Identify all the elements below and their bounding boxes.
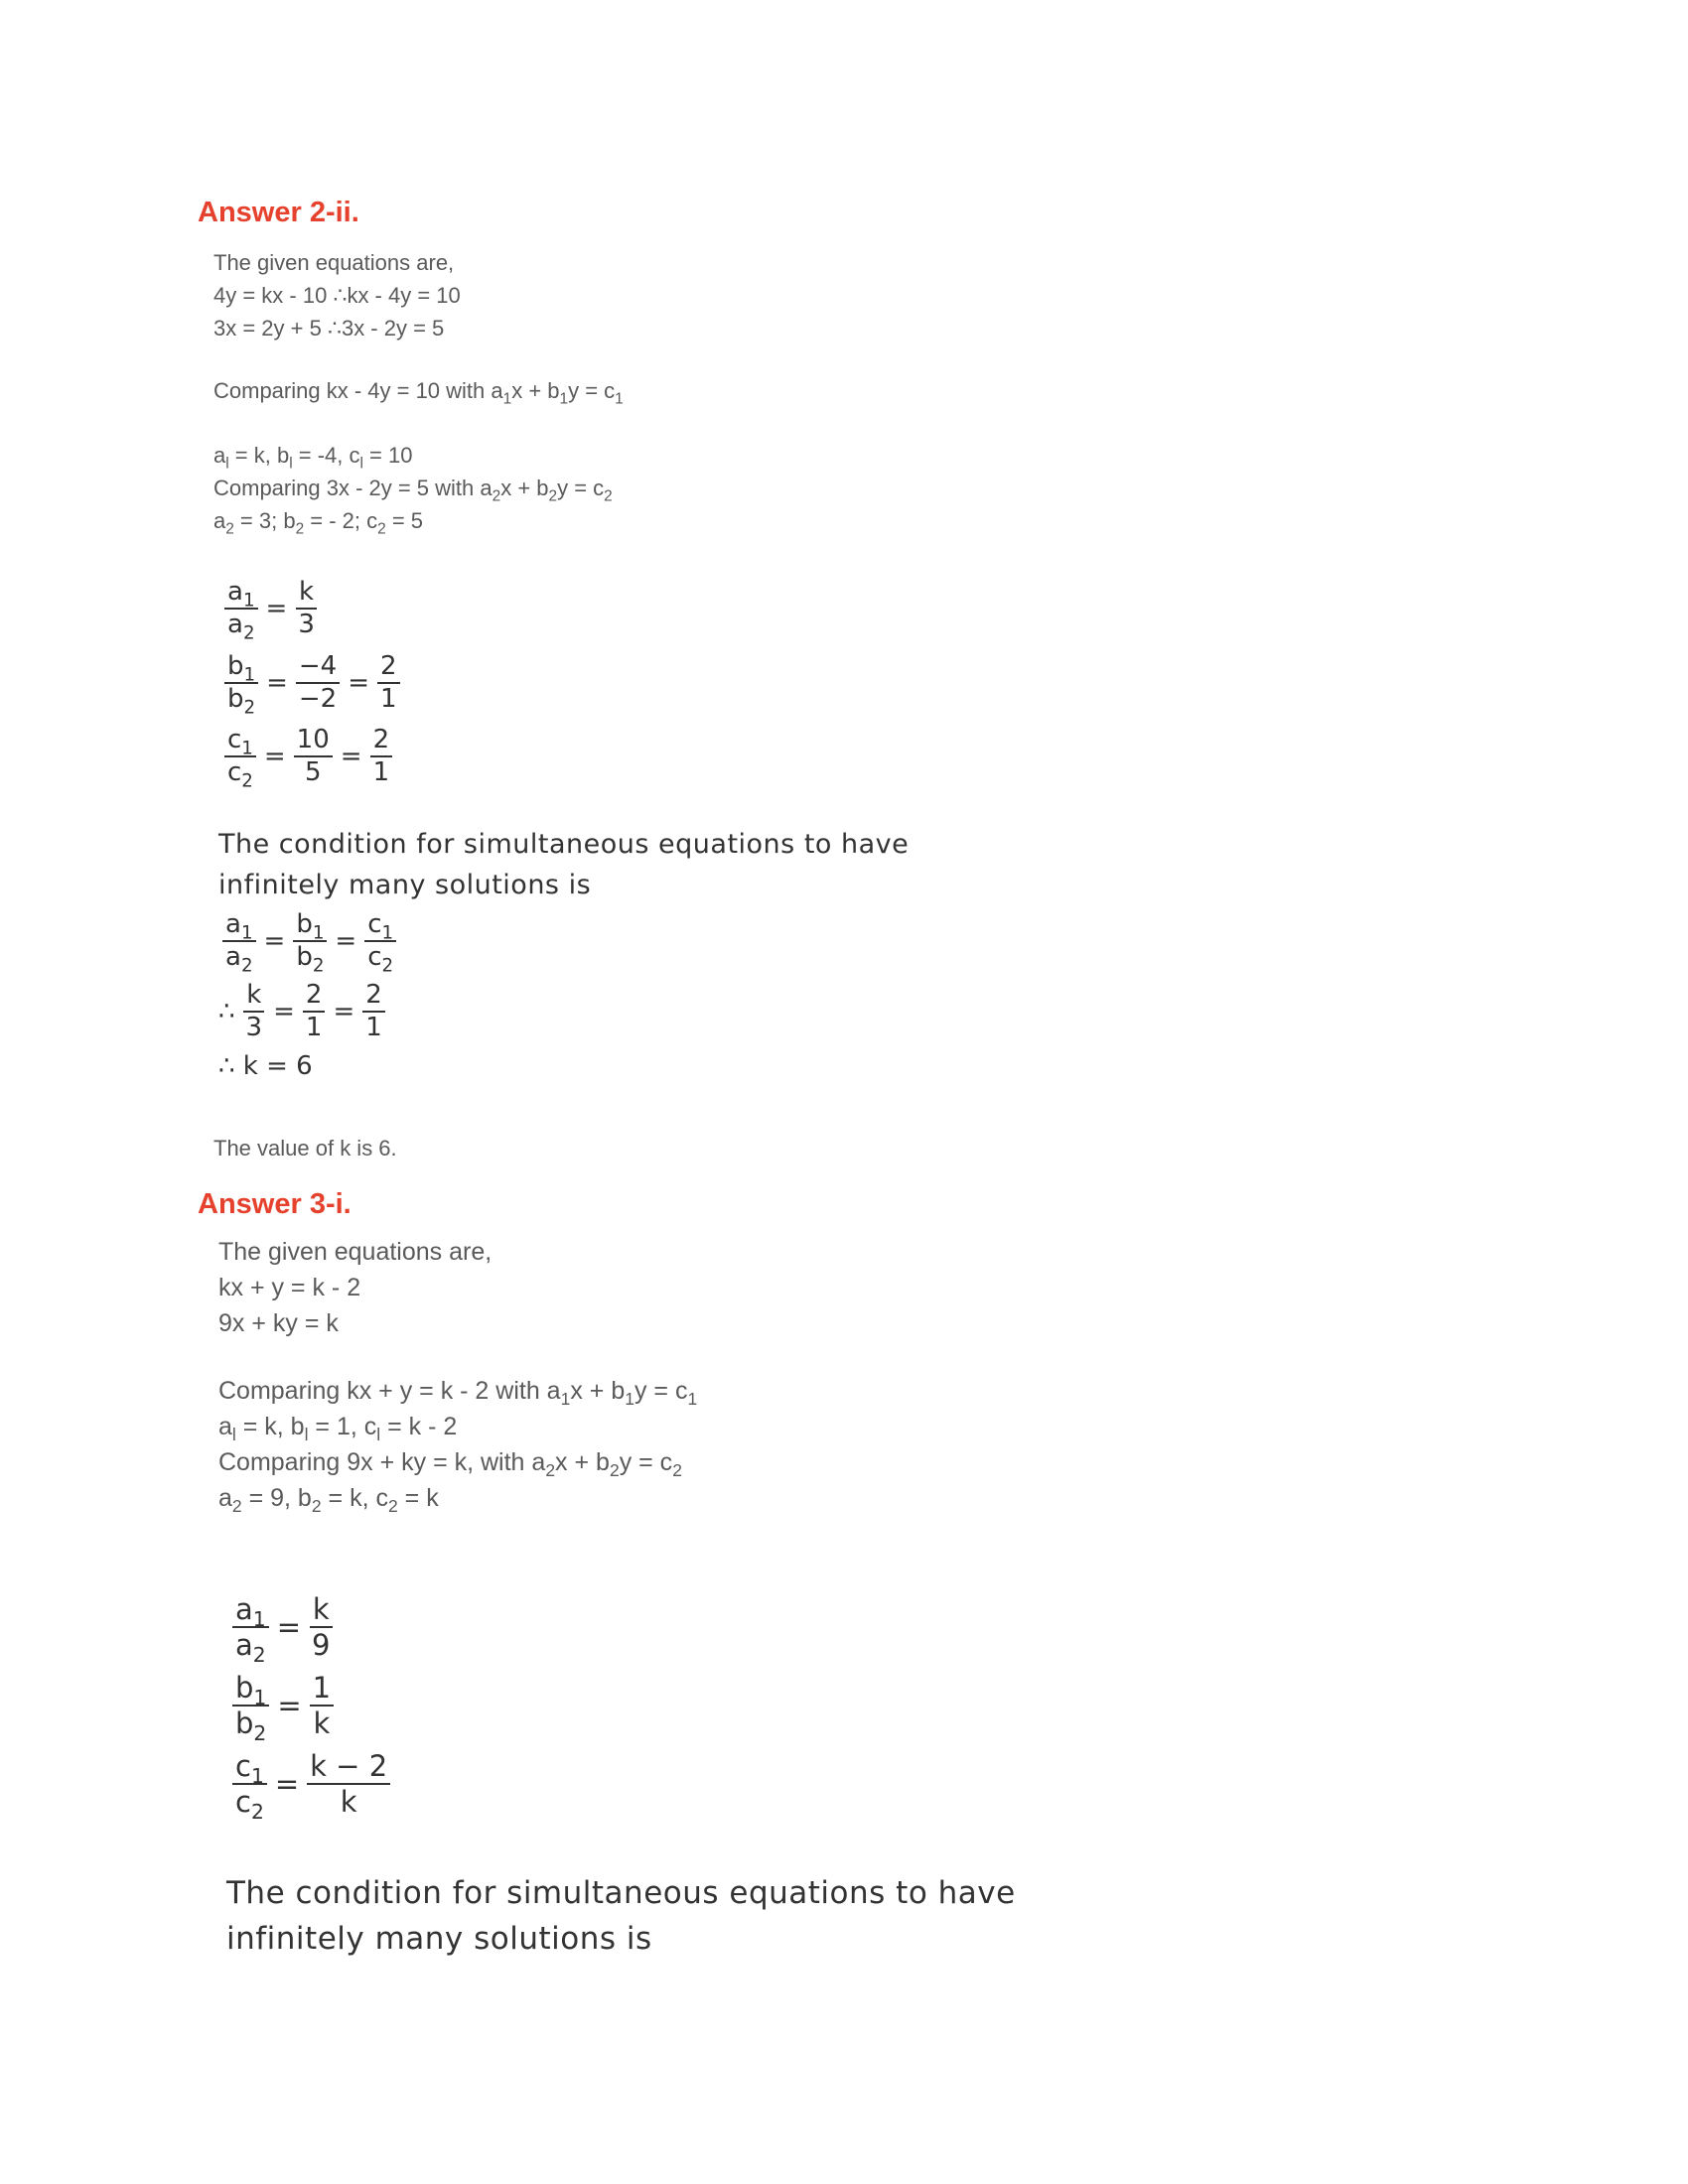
text-segment: c — [367, 909, 382, 939]
text-segment: x + b — [570, 1377, 626, 1405]
subscript: 2 — [311, 1496, 322, 1517]
subscript: 2 — [250, 1800, 264, 1825]
fraction — [370, 727, 393, 787]
denominator — [377, 684, 400, 713]
equals-sign: = — [263, 926, 286, 957]
text-segment: kx + y = k - 2 — [218, 1274, 361, 1301]
answer-3i-heading: Answer 3-i. — [198, 1188, 352, 1220]
subscript: 2 — [225, 520, 234, 538]
denominator — [338, 1785, 360, 1820]
text-line — [213, 246, 461, 279]
denominator — [303, 1013, 326, 1041]
numerator — [310, 1670, 334, 1706]
text-segment: = 10 — [362, 443, 413, 468]
numerator — [377, 650, 400, 684]
text-segment: c — [367, 942, 382, 973]
denominator — [222, 942, 256, 977]
comparison-1 — [213, 374, 624, 407]
subscript: 2 — [312, 955, 325, 977]
subscript: 1 — [687, 1389, 698, 1410]
text-segment: k − 2 — [310, 1748, 388, 1783]
subscript: 1 — [242, 590, 255, 612]
text-segment: = k, b — [228, 443, 290, 468]
numerator — [224, 650, 258, 685]
text-segment: = k - 2 — [380, 1413, 458, 1440]
equals-sign: = — [348, 667, 370, 698]
condition-text — [226, 1870, 1016, 1962]
text-segment: a — [235, 1592, 253, 1626]
text-segment: a — [213, 508, 226, 533]
condition-line: infinitely many solutions is — [226, 1921, 652, 1957]
text-segment: 3 — [245, 1012, 263, 1042]
fraction — [294, 727, 333, 787]
text-segment: 2 — [365, 979, 382, 1010]
denominator — [370, 757, 393, 786]
numerator — [296, 650, 340, 684]
text-segment: y = c — [633, 1377, 688, 1405]
equation — [226, 1748, 396, 1825]
text-line — [213, 374, 624, 407]
subscript: 2 — [241, 770, 253, 792]
equals-sign: = — [340, 742, 362, 772]
text-segment: k — [246, 979, 262, 1010]
equation — [218, 650, 406, 719]
numerator — [224, 727, 256, 757]
equation — [226, 1670, 396, 1746]
subscript: 1 — [252, 1607, 266, 1632]
subscript: l — [225, 455, 229, 473]
subscript: 2 — [252, 1643, 266, 1668]
numerator — [362, 979, 385, 1013]
text-segment: 3 — [298, 610, 315, 640]
text-segment: a — [218, 1413, 232, 1440]
equation-text: ∴ — [218, 996, 235, 1026]
text-segment: 1 — [312, 1670, 332, 1705]
numerator — [232, 1670, 269, 1709]
denominator — [310, 1706, 333, 1741]
condition-text — [218, 824, 909, 905]
numerator — [296, 579, 317, 610]
equation — [216, 1051, 402, 1081]
fraction — [222, 909, 256, 977]
text-segment: x + b — [500, 476, 549, 500]
fraction — [310, 1670, 334, 1741]
numerator — [310, 1594, 333, 1628]
text-segment: b — [296, 909, 313, 939]
denominator — [232, 1706, 269, 1746]
text-segment: k — [299, 577, 315, 607]
subscript: 1 — [253, 1685, 267, 1709]
denominator — [232, 1785, 267, 1825]
text-segment: a — [227, 610, 243, 640]
text-segment: 3x = 2y + 5 ∴3x - 2y = 5 — [213, 316, 445, 341]
text-line — [218, 1409, 697, 1444]
subscript: 2 — [548, 487, 558, 505]
text-segment: The given equations are, — [218, 1238, 492, 1266]
subscript: l — [304, 1425, 309, 1445]
subscript: 2 — [253, 1721, 267, 1746]
subscript: 1 — [381, 922, 394, 944]
fraction — [243, 979, 266, 1042]
answer-2ii-heading: Answer 2-ii. — [198, 197, 359, 228]
text-segment: = 9, b — [241, 1484, 312, 1512]
text-line — [213, 279, 461, 312]
text-line — [218, 1444, 697, 1480]
subscript: 2 — [377, 520, 386, 538]
condition-equations — [216, 911, 402, 1091]
subscript: 2 — [240, 955, 253, 977]
subscript: 2 — [492, 487, 501, 505]
numerator — [232, 1748, 267, 1788]
numerator — [293, 911, 327, 942]
text-segment: 2 — [372, 725, 390, 755]
equation — [218, 577, 406, 644]
equals-sign: = — [333, 996, 355, 1026]
subscript: 1 — [250, 1763, 264, 1788]
text-segment: b — [235, 1670, 254, 1705]
text-segment: k — [340, 1785, 357, 1820]
subscript: 1 — [502, 390, 512, 408]
text-segment: c — [235, 1748, 251, 1783]
text-segment: c — [227, 725, 242, 755]
numerator — [294, 727, 333, 757]
fraction — [224, 650, 258, 719]
denominator — [224, 683, 258, 719]
text-line — [218, 1270, 492, 1305]
text-segment: x + b — [511, 378, 560, 403]
denominator — [364, 942, 396, 977]
given-equations — [218, 1234, 492, 1341]
subscript: 2 — [381, 955, 394, 977]
text-segment: 1 — [380, 683, 397, 714]
text-segment: = 3; b — [233, 508, 296, 533]
numerator — [224, 579, 258, 610]
text-segment: The given equations are, — [213, 250, 455, 275]
denominator — [309, 1628, 333, 1663]
fraction — [303, 979, 326, 1042]
subscript: 2 — [609, 1460, 620, 1481]
text-line — [213, 312, 461, 344]
denominator — [296, 684, 340, 713]
text-segment: k — [312, 1592, 330, 1626]
text-line — [218, 1373, 697, 1409]
fraction — [307, 1748, 390, 1820]
text-segment: 1 — [305, 1012, 323, 1042]
equals-sign: = — [276, 1610, 301, 1645]
text-line — [218, 1305, 492, 1341]
text-segment: a — [227, 577, 243, 607]
subscript: 2 — [604, 487, 613, 505]
coefficients — [213, 439, 613, 537]
numerator — [222, 911, 256, 942]
text-segment: x + b — [555, 1448, 610, 1476]
subscript: 1 — [625, 1389, 634, 1410]
numerator — [370, 727, 393, 757]
text-line — [213, 472, 613, 504]
equals-sign: = — [273, 996, 295, 1026]
text-segment: y = c — [568, 378, 616, 403]
text-segment: 2 — [305, 979, 323, 1010]
text-segment: 9x + ky = k — [218, 1309, 339, 1337]
text-segment: 4y = kx - 10 ∴kx - 4y = 10 — [213, 283, 461, 308]
text-segment: b — [227, 683, 244, 714]
equals-sign: = — [335, 926, 357, 957]
subscript: 2 — [231, 1496, 242, 1517]
subscript: 2 — [295, 520, 305, 538]
text-segment: Comparing kx - 4y = 10 with a — [213, 378, 503, 403]
text-segment: a — [235, 1628, 253, 1663]
text-segment: 9 — [312, 1628, 331, 1663]
subscript: 2 — [243, 697, 256, 719]
text-segment: 1 — [372, 757, 390, 788]
equals-sign: = — [266, 667, 288, 698]
text-segment: b — [235, 1706, 254, 1741]
fraction — [224, 577, 258, 644]
equation-text: ∴ k = 6 — [218, 1051, 313, 1082]
text-segment: b — [227, 650, 244, 681]
text-segment: = 5 — [385, 508, 424, 533]
text-segment: b — [296, 942, 313, 973]
numerator — [243, 979, 264, 1013]
subscript: 1 — [243, 663, 256, 685]
equation — [216, 979, 402, 1042]
equals-sign: = — [274, 1767, 300, 1802]
text-line — [218, 1234, 492, 1270]
text-segment: = 1, c — [308, 1413, 377, 1440]
subscript: l — [376, 1425, 381, 1445]
text-segment: k — [313, 1706, 331, 1741]
text-segment: −2 — [298, 683, 338, 714]
subscript: 1 — [615, 390, 624, 408]
text-line — [213, 439, 613, 472]
subscript: 1 — [240, 922, 253, 944]
conclusion — [213, 1132, 397, 1164]
fraction — [232, 1670, 269, 1746]
numerator — [307, 1748, 390, 1785]
subscript: l — [231, 1425, 236, 1445]
coefficient-comparison — [218, 1373, 697, 1516]
text-segment: y = c — [619, 1448, 673, 1476]
equals-sign: = — [277, 1689, 302, 1723]
condition-line: infinitely many solutions is — [218, 870, 592, 900]
text-segment: = k — [397, 1484, 439, 1512]
fraction — [377, 650, 400, 714]
text-segment: a — [225, 909, 241, 939]
ratio-equations — [218, 579, 406, 801]
subscript: l — [359, 455, 363, 473]
subscript: 1 — [560, 1389, 571, 1410]
denominator — [232, 1628, 269, 1668]
fraction — [364, 909, 396, 977]
subscript: 2 — [672, 1460, 682, 1481]
text-segment: = k, b — [235, 1413, 305, 1440]
fraction — [295, 579, 318, 639]
denominator — [224, 610, 258, 644]
text-segment: 1 — [365, 1012, 382, 1042]
denominator — [243, 1013, 266, 1041]
text-line — [213, 504, 613, 537]
condition-line: The condition for simultaneous equations to have — [218, 829, 910, 860]
text-segment: 5 — [304, 757, 322, 788]
fraction — [232, 1748, 267, 1825]
subscript: l — [289, 455, 293, 473]
text-segment: a — [213, 443, 226, 468]
fraction — [232, 1592, 269, 1668]
given-equations — [213, 246, 461, 344]
text-segment: The value of k is 6. — [213, 1136, 397, 1160]
fraction — [293, 909, 327, 977]
text-segment: Comparing 9x + ky = k, with a — [218, 1448, 546, 1476]
text-line — [213, 1132, 397, 1164]
subscript: 1 — [241, 738, 253, 759]
subscript: 2 — [387, 1496, 398, 1517]
denominator — [224, 757, 256, 792]
denominator — [293, 942, 327, 977]
text-segment: c — [227, 757, 242, 788]
text-segment: y = c — [557, 476, 605, 500]
ratio-equations — [226, 1594, 396, 1830]
subscript: 2 — [242, 622, 255, 644]
text-segment: 10 — [296, 725, 330, 755]
subscript: 2 — [545, 1460, 556, 1481]
subscript: 1 — [312, 922, 325, 944]
fraction — [296, 650, 340, 714]
numerator — [364, 911, 396, 942]
text-segment: c — [235, 1785, 251, 1820]
subscript: 1 — [559, 390, 569, 408]
numerator — [303, 979, 326, 1013]
fraction — [309, 1594, 333, 1661]
text-line — [218, 1480, 697, 1516]
fraction — [362, 979, 385, 1042]
text-segment: 2 — [380, 650, 397, 681]
equation — [216, 909, 402, 977]
equation — [218, 725, 406, 792]
text-segment: a — [225, 942, 241, 973]
text-segment: a — [218, 1484, 232, 1512]
equals-sign: = — [265, 594, 288, 624]
text-segment: = k, c — [321, 1484, 388, 1512]
text-segment: Comparing 3x - 2y = 5 with a — [213, 476, 492, 500]
equation — [226, 1592, 396, 1668]
denominator — [302, 757, 325, 786]
condition-line: The condition for simultaneous equations to have — [226, 1875, 1016, 1911]
numerator — [232, 1592, 269, 1632]
denominator — [362, 1013, 385, 1041]
denominator — [295, 610, 318, 638]
fraction — [224, 725, 256, 792]
text-segment: = -4, c — [292, 443, 360, 468]
text-segment: −4 — [298, 650, 338, 681]
text-segment: = - 2; c — [304, 508, 378, 533]
text-segment: Comparing kx + y = k - 2 with a — [218, 1377, 561, 1405]
equals-sign: = — [263, 742, 286, 772]
